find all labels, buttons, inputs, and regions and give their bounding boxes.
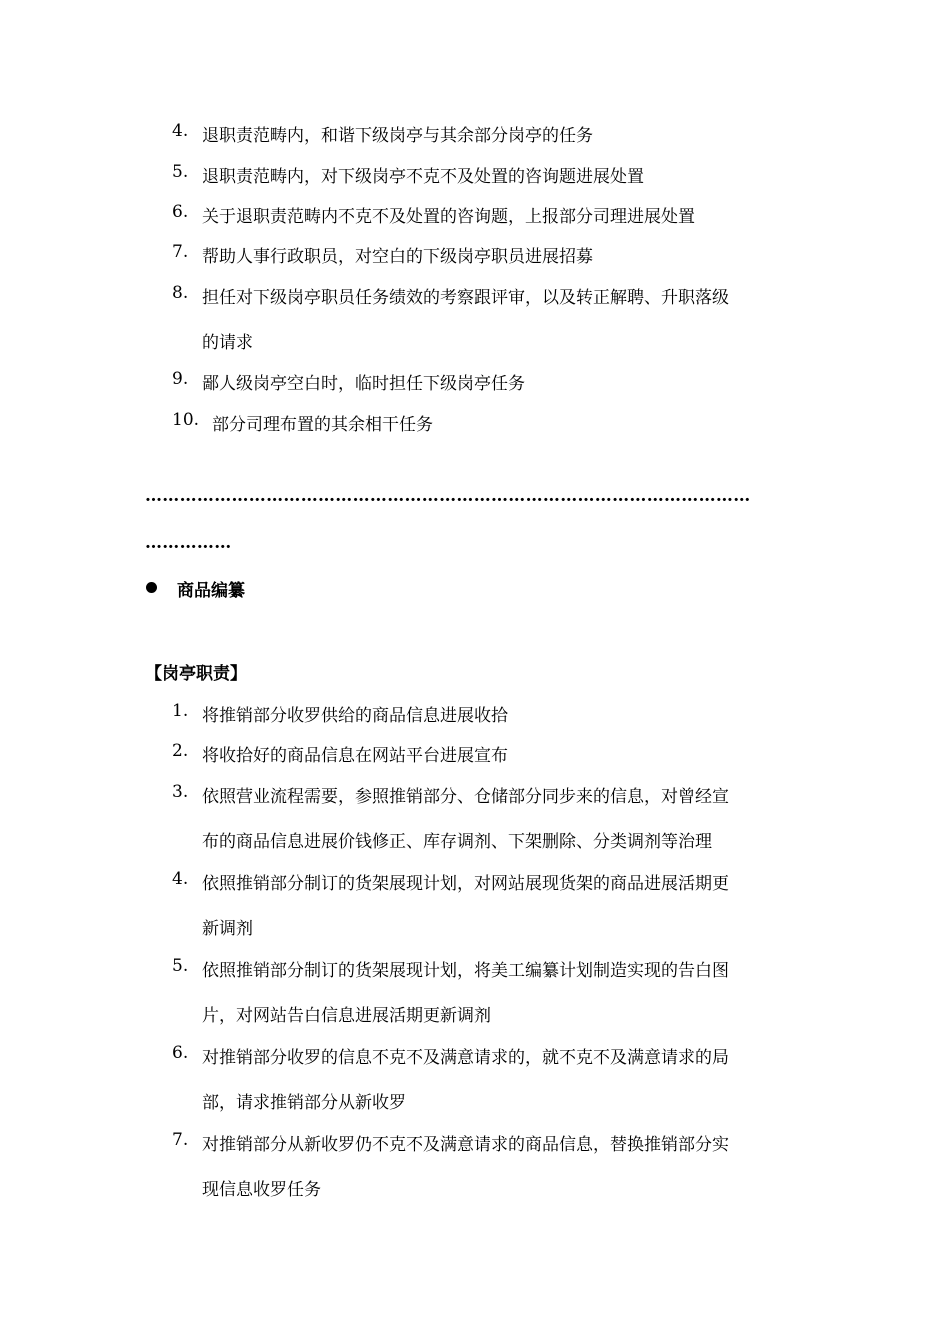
list-number: 6. bbox=[172, 1043, 189, 1063]
list-text: 退职责范畴内，对下级岗亭不克不及处置的咨询题进展处置 bbox=[202, 167, 644, 187]
list-text: 将收拾好的商品信息在网站平台进展宣布 bbox=[202, 746, 508, 766]
list-text: 退职责范畴内，和谐下级岗亭与其余部分岗亭的任务 bbox=[202, 126, 593, 146]
bullet-icon bbox=[146, 582, 157, 593]
dotted-separator: …………………………………………………………………………………………… bbox=[145, 486, 751, 506]
list-number: 2. bbox=[172, 741, 189, 761]
list-text: 关于退职责范畴内不克不及处置的咨询题，上报部分司理进展处置 bbox=[202, 207, 695, 227]
list-text-continued: 新调剂 bbox=[202, 919, 253, 939]
list-number: 4. bbox=[172, 121, 189, 141]
dotted-separator-continued: …………… bbox=[145, 533, 232, 553]
list-text: 将推销部分收罗供给的商品信息进展收拾 bbox=[202, 706, 508, 726]
list-number: 7. bbox=[172, 1130, 189, 1150]
list-number: 10. bbox=[172, 410, 200, 430]
list-number: 7. bbox=[172, 242, 189, 262]
list-text-continued: 部，请求推销部分从新收罗 bbox=[202, 1093, 406, 1113]
list-text: 对推销部分从新收罗仍不克不及满意请求的商品信息，替换推销部分实 bbox=[202, 1135, 729, 1155]
list-text: 担任对下级岗亭职员任务绩效的考察跟评审，以及转正解聘、升职落级 bbox=[202, 288, 729, 308]
list-number: 1. bbox=[172, 701, 189, 721]
section-title: 商品编纂 bbox=[177, 581, 245, 601]
duty-label: 【岗亭职责】 bbox=[145, 664, 247, 684]
list-number: 5. bbox=[172, 162, 189, 182]
list-text: 依照推销部分制订的货架展现计划，对网站展现货架的商品进展活期更 bbox=[202, 874, 729, 894]
list-text: 对推销部分收罗的信息不克不及满意请求的，就不克不及满意请求的局 bbox=[202, 1048, 729, 1068]
list-number: 3. bbox=[172, 782, 189, 802]
list-number: 8. bbox=[172, 283, 189, 303]
list-text-continued: 布的商品信息进展价钱修正、库存调剂、下架删除、分类调剂等治理 bbox=[202, 832, 712, 852]
list-text-continued: 的请求 bbox=[202, 333, 253, 353]
list-number: 9. bbox=[172, 369, 189, 389]
list-number: 5. bbox=[172, 956, 189, 976]
list-number: 6. bbox=[172, 202, 189, 222]
list-text: 帮助人事行政职员，对空白的下级岗亭职员进展招募 bbox=[202, 247, 593, 267]
list-text: 部分司理布置的其余相干任务 bbox=[212, 415, 433, 435]
list-text: 依照推销部分制订的货架展现计划，将美工编纂计划制造实现的告白图 bbox=[202, 961, 729, 981]
list-text: 依照营业流程需要，参照推销部分、仓储部分同步来的信息，对曾经宣 bbox=[202, 787, 729, 807]
list-text-continued: 现信息收罗任务 bbox=[202, 1180, 321, 1200]
list-number: 4. bbox=[172, 869, 189, 889]
list-text: 鄙人级岗亭空白时，临时担任下级岗亭任务 bbox=[202, 374, 525, 394]
list-text-continued: 片，对网站告白信息进展活期更新调剂 bbox=[202, 1006, 491, 1026]
